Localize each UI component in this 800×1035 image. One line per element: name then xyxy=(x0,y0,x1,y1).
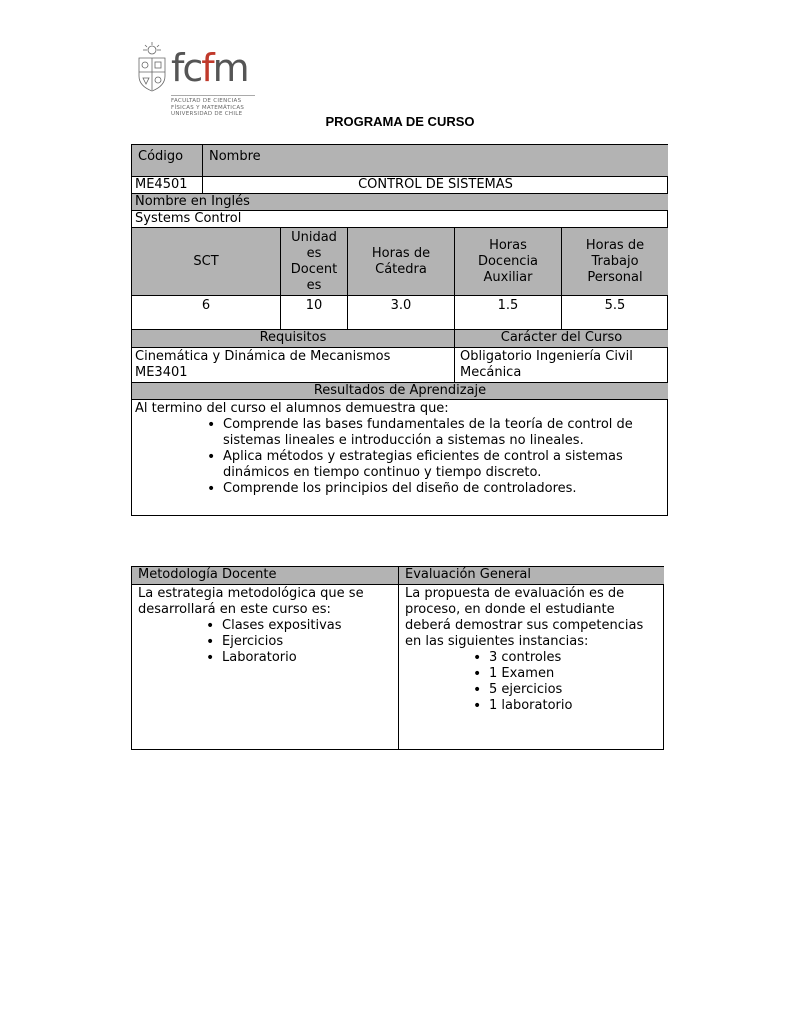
units-header: Unidad es Docent es xyxy=(280,227,347,295)
aux-hours-header: Horas Docencia Auxiliar xyxy=(454,227,561,295)
sct-header: SCT xyxy=(132,227,280,295)
list-item: • Comprende los principios del diseño de controladores. xyxy=(203,481,668,497)
outcomes-intro: Al termino del curso el alumnos demuestra que: xyxy=(135,401,449,416)
logo-subtitle: FACULTAD DE CIENCIAS FÍSICAS Y MATEMÁTICAS UNIVERSIDAD DE CHILE xyxy=(171,98,245,117)
list-item: • 1 Examen xyxy=(469,666,664,682)
course-name: CONTROL DE SISTEMAS xyxy=(202,176,668,193)
logo-divider xyxy=(171,95,255,96)
list-item: • Laboratorio xyxy=(202,650,398,666)
aux-hours-value: 1.5 xyxy=(454,295,561,329)
outcomes-content xyxy=(132,399,668,516)
lecture-hours-value: 3.0 xyxy=(347,295,454,329)
personal-hours-value: 5.5 xyxy=(561,295,668,329)
course-code: ME4501 xyxy=(132,176,202,193)
list-item: • Ejercicios xyxy=(202,634,398,650)
evaluation-content: La propuesta de evaluación es de proceso, en donde el estudiante deberá demostrar sus competencias en las siguientes instancias: • 3 controles • 1 Examen • 5 ejercicios • 1 laboratorio xyxy=(398,584,664,749)
list-item: • 3 controles xyxy=(469,650,664,666)
methodology-label: Metodología Docente xyxy=(132,567,398,584)
name-label: Nombre xyxy=(202,145,668,176)
fcfm-logo xyxy=(135,42,255,118)
units-value: 10 xyxy=(280,295,347,329)
character-label: Carácter del Curso xyxy=(454,329,668,347)
english-name-label: Nombre en Inglés xyxy=(132,193,668,210)
english-name: Systems Control xyxy=(132,210,668,227)
methodology-table xyxy=(131,566,664,750)
personal-hours-header: Horas de Trabajo Personal xyxy=(561,227,668,295)
requirements-value: Cinemática y Dinámica de Mecanismos ME3401 xyxy=(132,347,454,382)
methodology-content: La estrategia metodológica que se desarrollará en este curso es: • Clases expositivas • Ejercicios • Laboratorio xyxy=(132,584,398,749)
course-table xyxy=(131,144,668,516)
list-item: • Comprende las bases fundamentales de la teoría de control de sistemas lineales e introducción a sistemas no lineales. xyxy=(203,417,668,449)
code-label: Código xyxy=(132,145,202,176)
page-title: PROGRAMA DE CURSO xyxy=(325,114,475,129)
sct-value: 6 xyxy=(132,295,280,329)
list-item: • Aplica métodos y estrategias eficientes de control a sistemas dinámicos en tiempo continuo y tiempo discreto. xyxy=(203,449,668,481)
outcomes-label: Resultados de Aprendizaje xyxy=(132,382,668,399)
university-crest-icon xyxy=(135,42,169,94)
fcfm-wordmark: fcfm xyxy=(171,46,248,90)
list-item: • Clases expositivas xyxy=(202,618,398,634)
lecture-hours-header: Horas de Cátedra xyxy=(347,227,454,295)
list-item: • 1 laboratorio xyxy=(469,698,664,714)
requirements-label: Requisitos xyxy=(132,329,454,347)
character-value: Obligatorio Ingeniería Civil Mecánica xyxy=(454,347,668,382)
evaluation-label: Evaluación General xyxy=(398,567,664,584)
list-item: • 5 ejercicios xyxy=(469,682,664,698)
